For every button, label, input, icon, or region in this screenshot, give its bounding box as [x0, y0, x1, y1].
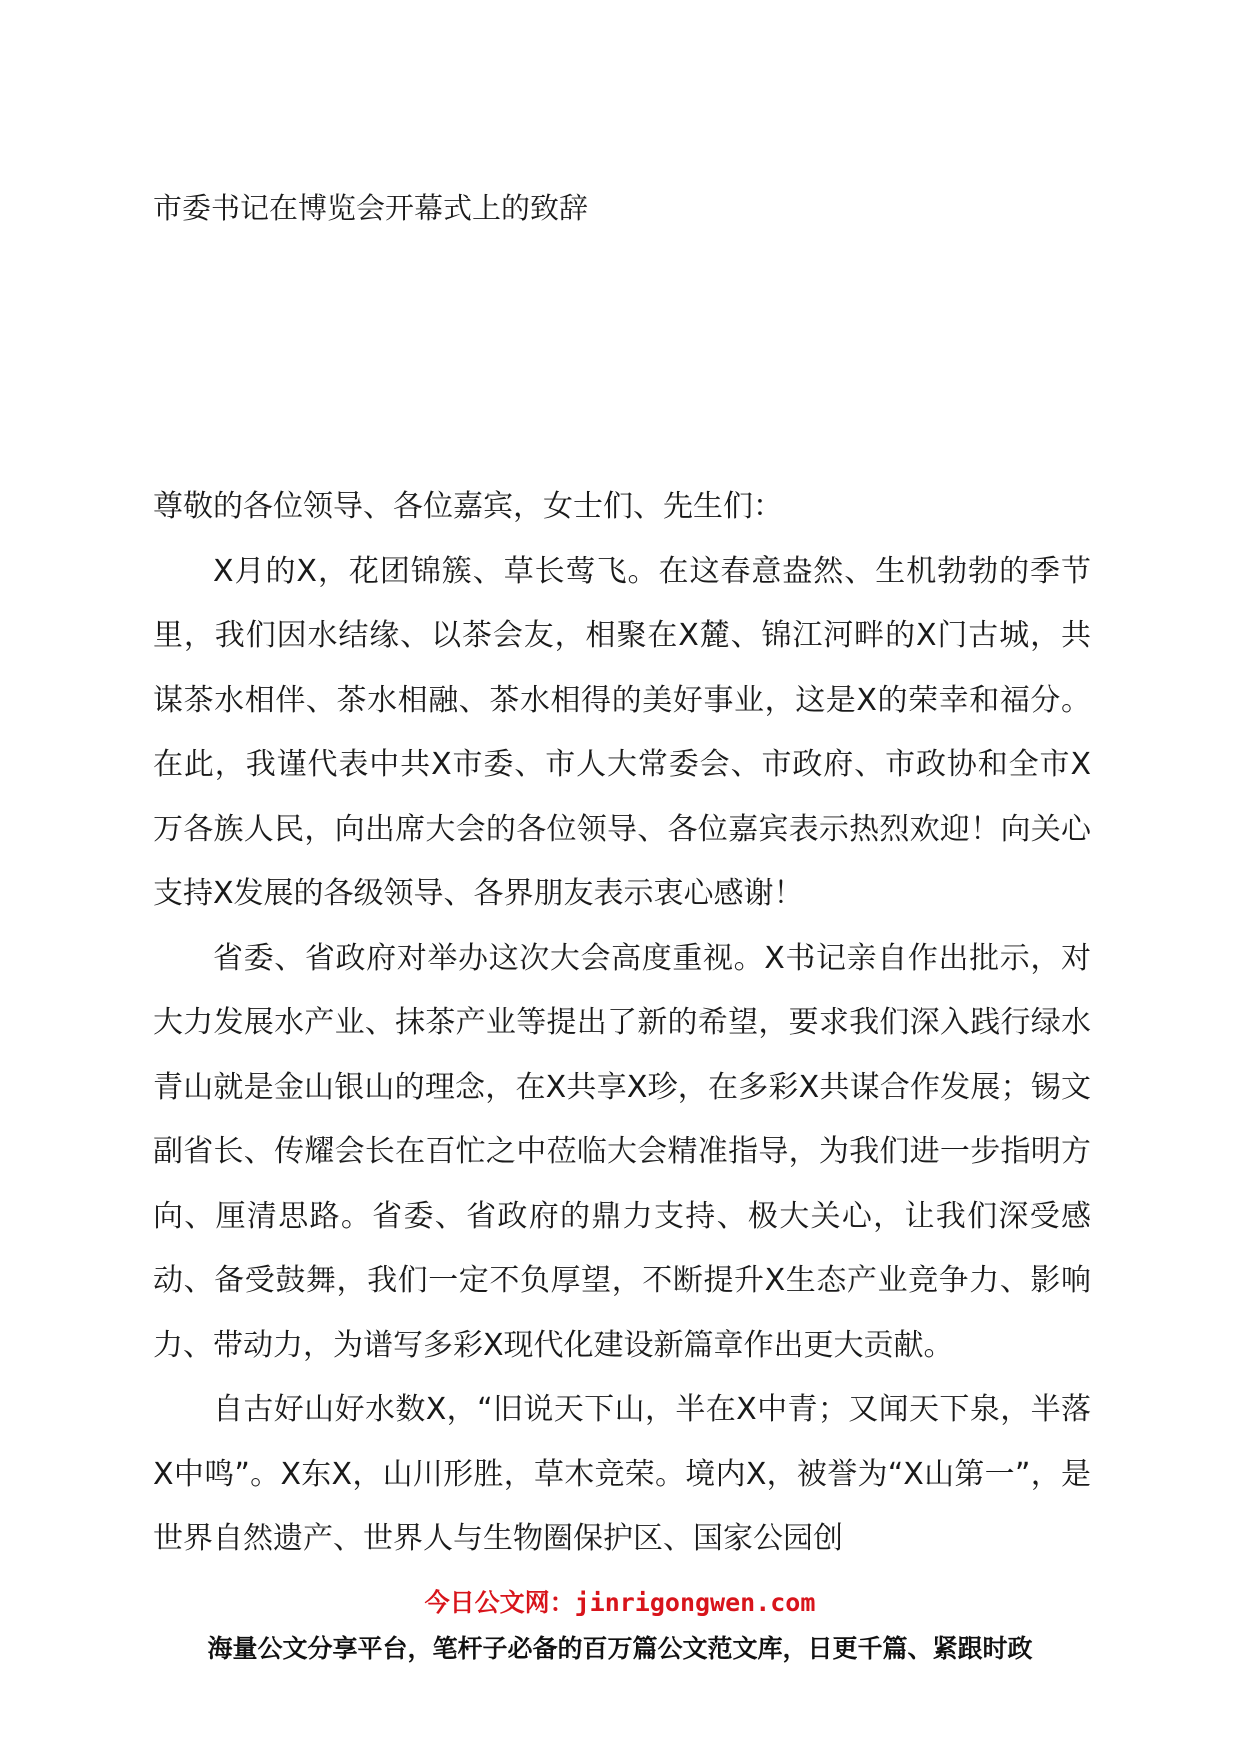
- document-title: 市委书记在博览会开幕式上的致辞: [153, 191, 589, 225]
- salutation: 尊敬的各位领导、各位嘉宾，女士们、先生们：: [153, 489, 783, 524]
- footer-slogan: 海量公文分享平台，笔杆子必备的百万篇公文范文库，日更千篇、紧跟时政: [207, 1634, 1033, 1663]
- footer-site-label: 今日公文网：: [424, 1588, 575, 1617]
- body-paragraph: X月的X，花团锦簇、草长莺飞。在这春意盎然、生机勃勃的季节里，我们因水结缘、以茶会友，相聚在X麓、锦江河畔的X门古城，共谋茶水相伴、茶水相融、茶水相得的美好事业，这是X的荣幸和福分。在此，我谨代表中共X市委、市人大常委会、市政府、市政协和全市X万各族人民，向出席大会的各位领导、各位嘉宾表示热烈欢迎！向关心支持X发展的各级领导、各界朋友表示衷心感谢！: [153, 553, 1091, 911]
- footer-site-link[interactable]: jinrigongwen.com: [574, 1588, 816, 1617]
- document-body: [153, 475, 1091, 1572]
- body-paragraph: 自古好山好水数X，“旧说天下山，半在X中青；又闻天下泉，半落X中鸣”。X东X，山川形胜，草木竞荣。境内X，被誉为“X山第一”，是世界自然遗产、世界人与生物圈保护区、国家公园创: [153, 1392, 1091, 1556]
- body-paragraph: 省委、省政府对举办这次大会高度重视。X书记亲自作出批示，对大力发展水产业、抹茶产业等提出了新的希望，要求我们深入践行绿水青山就是金山银山的理念，在X共享X珍，在多彩X共谋合作发展；锡文副省长、传耀会长在百忙之中莅临大会精准指导，为我们进一步指明方向、厘清思路。省委、省政府的鼎力支持、极大关心，让我们深受感动、备受鼓舞，我们一定不负厚望，不断提升X生态产业竞争力、影响力、带动力，为谱写多彩X现代化建设新篇章作出更大贡献。: [153, 940, 1091, 1363]
- footer-site-line: [0, 1586, 1240, 1620]
